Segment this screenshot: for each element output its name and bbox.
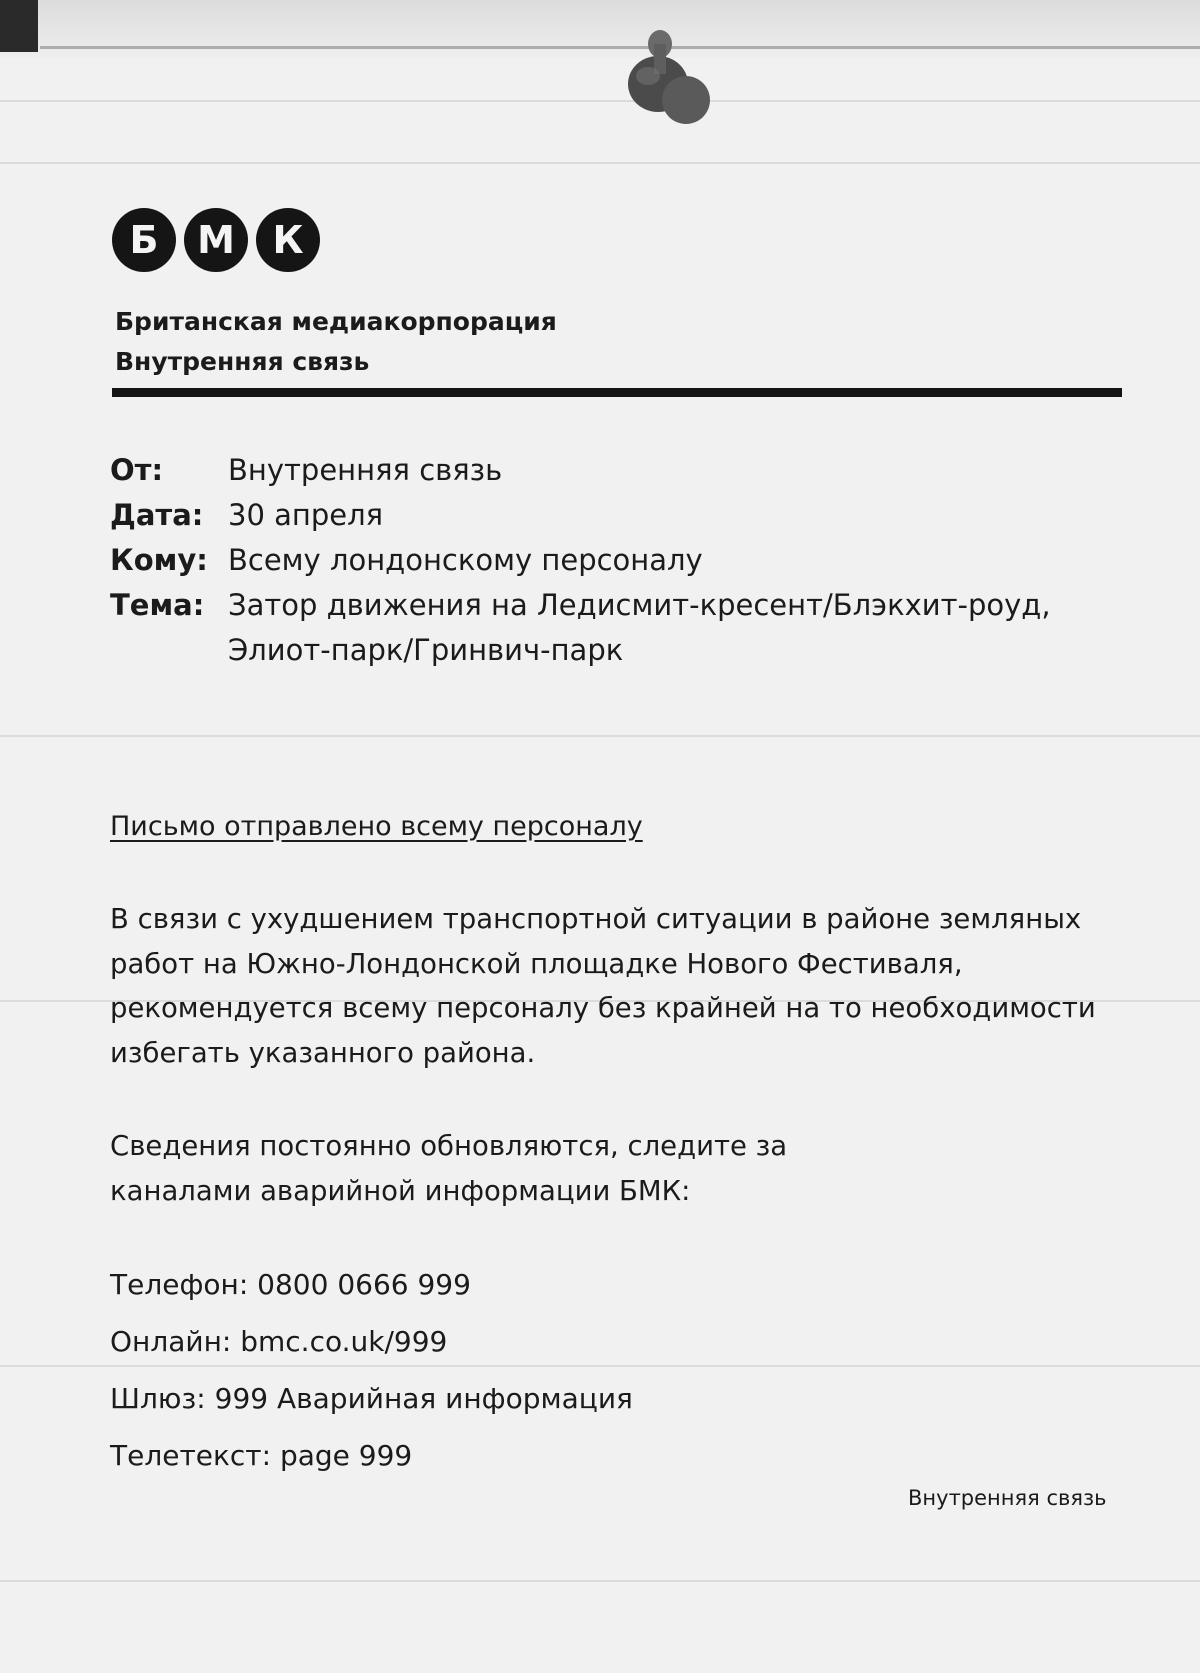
department-name: Внутренняя связь xyxy=(115,347,370,376)
company-name: Британская медиакорпорация xyxy=(115,307,557,336)
contact-gateway: Шлюз: 999 Аварийная информация xyxy=(110,1382,633,1415)
memo-from-value: Внутренняя связь xyxy=(228,453,503,487)
memo-date-row xyxy=(110,493,1051,538)
contact-phone: Телефон: 0800 0666 999 xyxy=(110,1268,471,1301)
bmc-logo xyxy=(112,208,320,272)
footer-department: Внутренняя связь xyxy=(908,1486,1107,1510)
header-divider xyxy=(112,388,1122,397)
memo-from-label: От: xyxy=(110,453,164,487)
body-paragraph-1: В связи с ухудшением транспортной ситуации в районе земляных работ на Южно-Лондонской площадке Нового Фестиваля, рекомендуется всему персоналу без крайней на то необходимости избегать указанного района. xyxy=(110,903,1096,1069)
memo-subject-row xyxy=(110,583,1051,673)
contact-teletext: Телетекст: page 999 xyxy=(110,1439,413,1472)
memo-subject-label: Тема: xyxy=(110,588,205,622)
show-through-line xyxy=(0,735,1200,737)
company-header xyxy=(115,302,557,382)
logo-letter-b: Б xyxy=(112,208,176,272)
contact-list xyxy=(110,1256,633,1484)
memo-from-row xyxy=(110,448,1051,493)
body-paragraph-2: Сведения постоянно обновляются, следите за каналами аварийной информации БМК: xyxy=(110,1130,788,1207)
memo-to-value: Всему лондонскому персоналу xyxy=(228,543,703,577)
scan-corner xyxy=(0,0,38,52)
push-pin-icon xyxy=(600,22,720,132)
contact-online: Онлайн: bmc.co.uk/999 xyxy=(110,1325,448,1358)
memo-to-label: Кому: xyxy=(110,543,208,577)
logo-letter-k: К xyxy=(256,208,320,272)
memo-meta xyxy=(110,448,1051,673)
show-through-line xyxy=(0,162,1200,164)
memo-date-label: Дата: xyxy=(110,498,204,532)
sent-notice: Письмо отправлено всему персоналу xyxy=(110,811,643,842)
show-through-line xyxy=(0,1580,1200,1582)
memo-to-row xyxy=(110,538,1051,583)
logo-letter-m: М xyxy=(184,208,248,272)
memo-date-value: 30 апреля xyxy=(228,498,384,532)
memo-subject-value: Затор движения на Ледисмит-кресент/Блэкхит-роуд, Элиот-парк/Гринвич-парк xyxy=(228,588,1051,667)
